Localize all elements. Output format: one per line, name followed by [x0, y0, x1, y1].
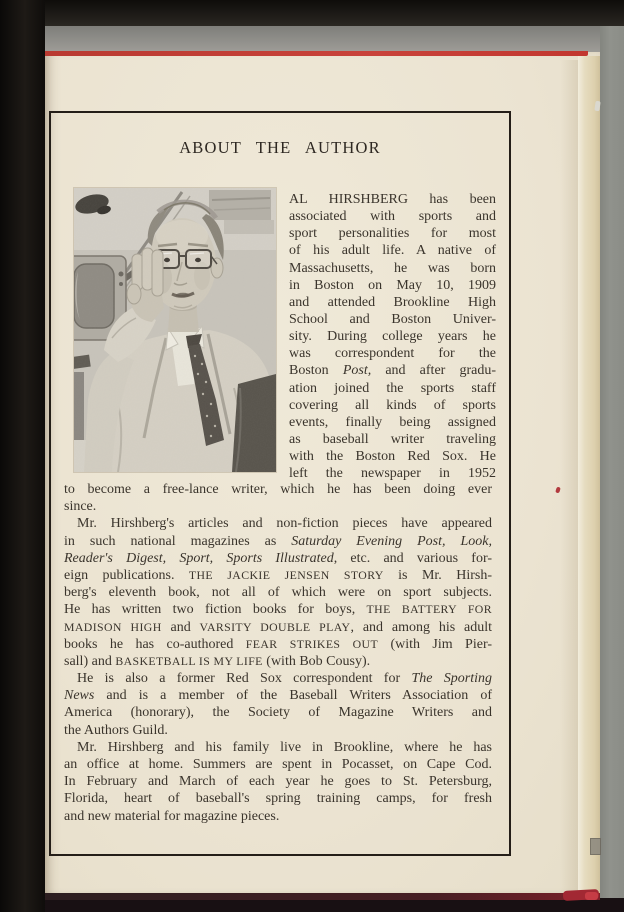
text-line: ation joined the sports staff — [289, 380, 496, 396]
edge-fleck-mark — [590, 838, 601, 855]
text-line: AL HIRSHBERG has been — [289, 192, 496, 207]
author-photo — [74, 188, 276, 472]
book-board-red-edge — [45, 51, 588, 56]
text-line: School and Boston Univer- — [289, 311, 496, 327]
text-line: in such national magazines as Saturday Evening Post, Look, — [64, 533, 492, 549]
text-line: an office at home. Summers are spent in Pocasset, on Cape Cod. — [64, 757, 492, 772]
jacket-fold-edge — [578, 56, 600, 898]
book-bottom-edge — [45, 893, 600, 900]
text-line: books he has co-authored FEAR STRIKES OUT (with Jim Pier- — [64, 636, 492, 652]
text-line: Mr. Hirshberg and his family live in Brookline, where he has — [77, 739, 492, 755]
text-line: News and is a member of the Baseball Writers Association of — [64, 688, 492, 704]
scan-background-top — [0, 0, 624, 26]
text-line: He has written two fiction books for boys, THE BATTERY FOR — [64, 602, 492, 618]
text-line: covering all kinds of sports — [289, 397, 496, 413]
text-line: Massachusetts, he was born — [289, 260, 496, 276]
text-line: the Authors Guild. — [64, 722, 168, 738]
text-line: to become a free-lance writer, which he has been doing ever — [64, 482, 492, 497]
text-line: events, finally being assigned — [289, 414, 496, 430]
author-photo-illustration — [74, 188, 276, 472]
worn-red-corner-highlight — [585, 892, 598, 900]
text-line: eign publications. THE JACKIE JENSEN STORY is Mr. Hirsh- — [64, 567, 492, 583]
text-line: sall) and BASKETBALL IS MY LIFE (with Bob Cousy). — [64, 653, 371, 669]
scan-background-bottom — [45, 898, 624, 912]
text-line: as baseball writer traveling — [289, 431, 496, 447]
text-line: America (honorary), the Society of Magazine Writers and — [64, 705, 492, 721]
text-line: and attended Brookline High — [289, 294, 496, 310]
text-line: berg's eleventh book, not all of which were on sport subjects. — [64, 585, 492, 601]
text-line: sity. During college years he — [289, 329, 496, 345]
text-line: was correspondent for the — [289, 346, 496, 362]
bio-paragraph — [64, 670, 492, 739]
bio-paragraph — [64, 515, 492, 670]
text-line: of his adult life. A native of — [289, 243, 496, 259]
bio-paragraph — [64, 481, 492, 515]
text-line: sport personalities for most — [289, 226, 496, 242]
scan-background-right — [600, 26, 624, 912]
text-line: and new material for magazine pieces. — [64, 808, 280, 824]
author-bio-column — [289, 191, 496, 482]
author-bio-paragraphs — [64, 481, 492, 825]
text-line: since. — [64, 499, 97, 515]
text-line: left the newspaper in 1952 — [289, 466, 496, 482]
about-the-author-heading: ABOUT THE AUTHOR — [179, 138, 381, 157]
text-line: with the Boston Red Sox. He — [289, 449, 496, 465]
bio-paragraph — [64, 739, 492, 825]
text-line: Reader's Digest, Sport, Sports Illustrated, etc. and various for- — [64, 550, 492, 566]
scan-background-left — [0, 0, 45, 912]
text-line: associated with sports and — [289, 209, 496, 225]
text-line: In February and March of each year he goes to St. Petersburg, — [64, 774, 492, 790]
text-line: Boston Post, and after gradu- — [289, 363, 496, 379]
text-line: He is also a former Red Sox correspondent for The Sporting — [77, 671, 492, 687]
text-line: in Boston on May 10, 1909 — [289, 277, 496, 293]
text-line: Mr. Hirshberg's articles and non-fiction pieces have appeared — [77, 516, 492, 532]
jacket-fold-crease — [560, 60, 578, 898]
text-line: MADISON HIGH and VARSITY DOUBLE PLAY, and among his adult — [64, 619, 492, 635]
text-line: Florida, heart of baseball's spring training camps, for fresh — [64, 791, 492, 807]
